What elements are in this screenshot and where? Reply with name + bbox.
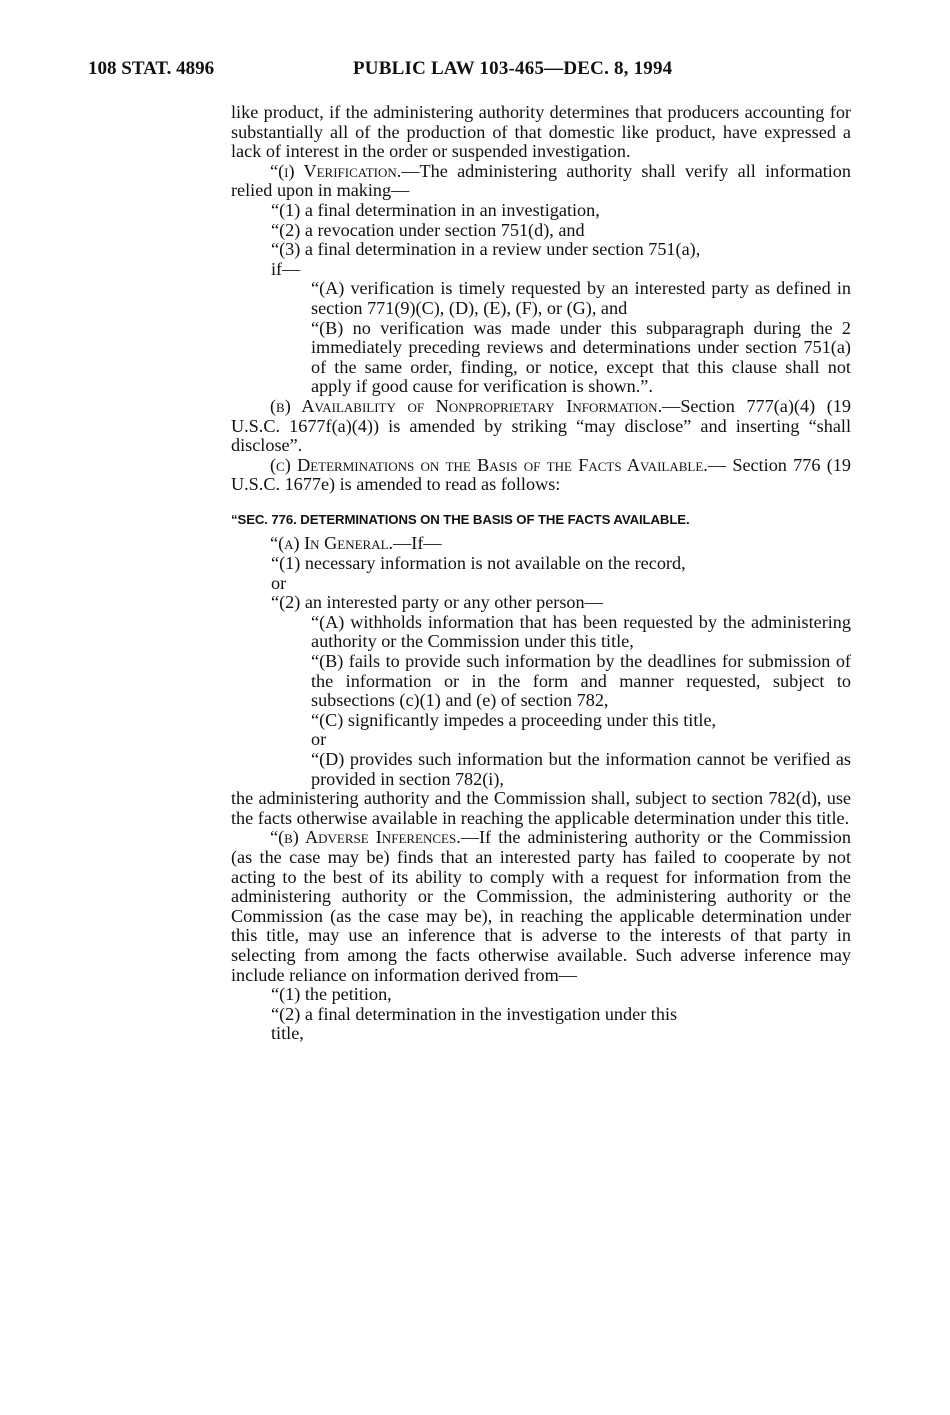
list-continuation: or [311, 729, 327, 750]
list-continuation: or [271, 572, 287, 593]
list-item: “(B) fails to provide such information by the deadlines for submission of the information or in the form and manner requested, subject to subsections (c)(1) and (e) of section 782, [311, 651, 851, 711]
list-continuation: title, [271, 1023, 304, 1044]
subsection-a-general: “(a) In General.—If— [270, 533, 442, 554]
subsection-heading: (b) Availability of Nonproprietary Information. [270, 395, 663, 416]
subsection-i-verification: “(i) Verification.—The administering authority shall verify all information relied upon in making— [231, 160, 851, 201]
page-header [88, 58, 858, 88]
list-item: “(B) no verification was made under this subparagraph during the 2 immediately preceding reviews and determinations under section 751(a) of the same order, finding, or notice, except that this clause shall not apply if good cause for verification is shown.”. [311, 317, 851, 397]
subsection-heading: “(a) In General. [270, 533, 394, 554]
list-item: “(1) necessary information is not available on the record, [271, 553, 686, 574]
list-item: “(A) withholds information that has been requested by the administering authority or the Commission under this title, [311, 611, 851, 652]
subsection-b-adverse-inferences: “(b) Adverse Inferences.—If the administering authority or the Commission (as the case may be) finds that an interested party has failed to cooperate by not acting to the best of its ability to comply with a request for information from the administering authority or the Commission, the administering authority or the Commission (as the case may be), in reaching the applicable determination under this title, may use an inference that is adverse to the interests of that party in selecting from among the facts otherwise available. Such adverse inference may include reliance on information derived from— [231, 827, 851, 985]
list-item: “(1) the petition, [271, 984, 392, 1005]
public-law-title: PUBLIC LAW 103-465—DEC. 8, 1994 [353, 58, 673, 79]
section-heading: “SEC. 776. DETERMINATIONS ON THE BASIS OF THE FACTS AVAILABLE. [231, 511, 690, 527]
list-item: “(2) an interested party or any other person— [271, 592, 603, 613]
stat-page-number: 108 STAT. 4896 [88, 58, 215, 79]
subsection-heading: (c) Determinations on the Basis of the Facts Available. [270, 454, 708, 475]
list-item: “(2) a revocation under section 751(d), and [271, 219, 585, 240]
subsection-b-availability: (b) Availability of Nonproprietary Information.—Section 777(a)(4) (19 U.S.C. 1677f(a)(4)) is amended by striking “may disclose” and inserting “shall disclose”. [231, 395, 851, 456]
document-body [231, 103, 851, 1044]
list-item: “(2) a final determination in the investigation under this [271, 1003, 678, 1024]
list-item: “(D) provides such information but the information cannot be verified as provided in section 782(i), [311, 749, 851, 789]
subsection-c-determinations: (c) Determinations on the Basis of the Facts Available.— Section 776 (19 U.S.C. 1677e) is amended to read as follows: [231, 454, 851, 495]
paragraph-continuation: like product, if the administering authority determines that producers accounting for substantially all of the production of that domestic like product, have expressed a lack of interest in the order or suspended investigation. [231, 102, 851, 162]
list-item: “(3) a final determination in a review under section 751(a), [271, 239, 701, 260]
list-continuation: if— [271, 258, 301, 279]
paragraph-flush: the administering authority and the Commission shall, subject to section 782(d), use the facts otherwise available in reaching the applicable determination under this title. [231, 788, 851, 828]
list-item: “(1) a final determination in an investigation, [271, 199, 600, 220]
subsection-heading: “(i) Verification. [270, 160, 402, 181]
subsection-heading: “(b) Adverse Inferences. [270, 827, 461, 848]
list-item: “(C) significantly impedes a proceeding under this title, [311, 709, 717, 730]
list-item: “(A) verification is timely requested by an interested party as defined in section 771(9)(C), (D), (E), (F), or (G), and [311, 278, 851, 318]
